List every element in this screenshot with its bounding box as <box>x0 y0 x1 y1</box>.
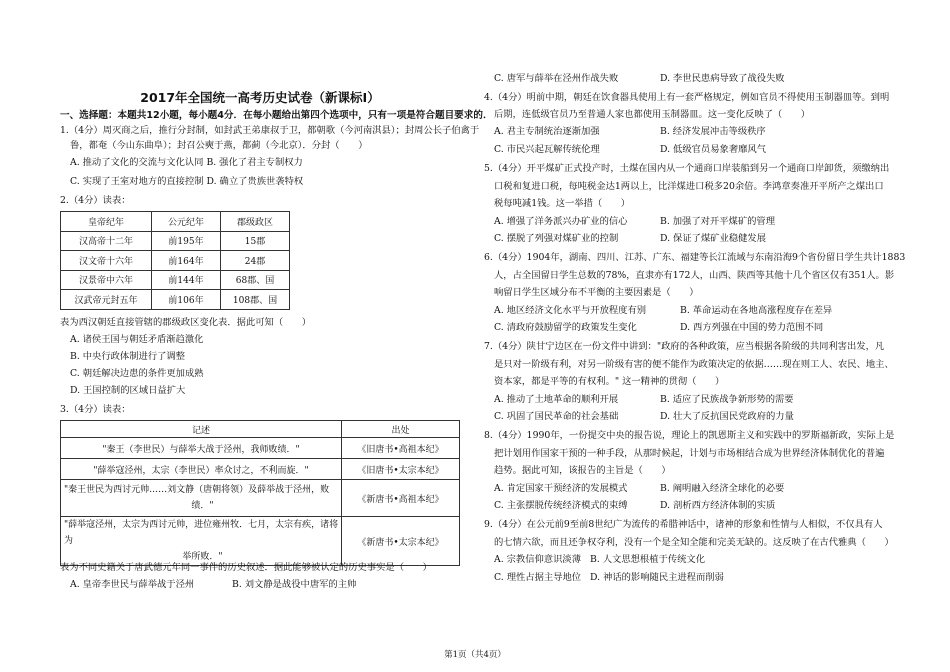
table-row <box>61 231 290 251</box>
page-footer: 第1页（共4页） <box>444 650 506 660</box>
table-cell: 《旧唐书•太宗本纪》 <box>342 459 460 480</box>
q2-option-d: D. 王国控制的区域日益扩大 <box>70 385 186 396</box>
q2-option-c: C. 朝廷解决边患的条件更加成熟 <box>70 368 204 379</box>
q8-line-2: 把计划用作国家干预的一种手段，从那时候起，计划与市场相结合成为世界经济体制优化的普遍 <box>494 448 885 459</box>
table-cell: 前106年 <box>152 290 221 310</box>
q7-option-d: D. 壮大了反抗国民党政府的力量 <box>660 411 794 422</box>
table-cell: 108郡、国 <box>221 290 290 310</box>
table-cell: "秦王（李世民）与薛举大战于泾州，我师败绩．" <box>61 438 342 459</box>
table-cell: 前195年 <box>152 231 221 251</box>
q3-option-b: B. 刘文静是战役中唐军的主帅 <box>232 579 357 590</box>
q5-line-3: 税每吨减1钱。这一举措（ ） <box>494 198 631 209</box>
table-header-row <box>61 212 290 232</box>
q2-table <box>60 211 290 310</box>
page-title: 2017年全国统一高考历史试卷（新课标Ⅰ） <box>140 90 380 105</box>
q5-option-c: C. 摆脱了列强对煤矿业的控制 <box>494 233 619 244</box>
q4-option-c: C. 市民兴起瓦解传统伦理 <box>494 144 600 155</box>
section-heading: 一、选择题：本题共12小题，每小题4分．在每小题给出第四个选项中，只有一项是符合题目要求的． <box>60 110 493 121</box>
q5-option-d: D. 保证了煤矿业稳健发展 <box>660 233 767 244</box>
q6-option-a: A. 地区经济文化水平与开放程度有别 <box>494 305 647 316</box>
table-cell <box>61 517 342 566</box>
table-cell: 汉武帝元封五年 <box>61 290 152 310</box>
q4-line-2: 后期，连低级官员乃至普通人家也都使用玉制器皿。这一变化反映了（ ） <box>494 109 811 120</box>
q2-head: 2.（4分）读表： <box>60 195 131 206</box>
q8-option-c: C. 主张摆脱传统经济模式的束缚 <box>494 500 628 511</box>
q8-line-1: 8.（4分）1990年，一份提交中央的报告说，理论上的凯恩斯主义和实践中的罗斯福新政，实际上是 <box>484 430 895 441</box>
cell-text: "秦王世民为西讨元帅……刘文静（唐朝将领）及薛举战于泾州，败 <box>64 485 330 495</box>
q9-option-a: A. 宗教信仰意识淡薄 <box>494 554 581 565</box>
q1-line-2: 鲁，都奄（今山东曲阜）；封召公奭于燕，都蓟（今北京）．分封（ ） <box>70 140 368 151</box>
table-header-row <box>61 421 460 438</box>
q9-line-1: 9.（4分）在公元前9至前8世纪广为流传的希腊神话中，诸神的形象和性情与人相似，不仅具有人 <box>484 519 883 530</box>
table-cell: 前144年 <box>152 270 221 290</box>
table-header-cell: 皇帝纪年 <box>61 212 152 232</box>
table-header-cell: 公元纪年 <box>152 212 221 232</box>
q6-option-d: D. 西方列强在中国的势力范围不同 <box>680 322 824 333</box>
table-row <box>61 270 290 290</box>
q6-line-2: 人，占全国留日学生总数的78%，直隶亦有172人，山西、陕西等其他十几个省区仅有351人。影 <box>494 270 895 281</box>
table-cell: 前164年 <box>152 251 221 271</box>
q1-option-cd: C. 实现了王室对地方的直接控制 D. 确立了贵族世袭特权 <box>70 176 304 187</box>
q4-option-d: D. 低级官员易象奢靡风气 <box>660 144 767 155</box>
q3-stem: 表为不同史籍关于唐武德元年同一事件的历史叙述．据此能够被认定的历史事实是（ ） <box>60 562 432 573</box>
table-cell: 《旧唐书•高祖本纪》 <box>342 438 460 459</box>
cell-text: 绩．" <box>191 501 214 511</box>
q6-option-b: B. 革命运动在各地高涨程度存在差异 <box>680 305 833 316</box>
table-cell: 68郡、国 <box>221 270 290 290</box>
q9-option-b: B. 人文思想根植于传统文化 <box>590 554 706 565</box>
table-row <box>61 480 460 517</box>
table-cell: 《新唐书•高祖本纪》 <box>342 480 460 517</box>
q7-option-c: C. 巩固了国民革命的社会基础 <box>494 411 619 422</box>
q8-option-a: A. 肯定国家干预经济的发展模式 <box>494 483 628 494</box>
table-cell: "薛举寇泾州，太宗（李世民）率众讨之，不利而旋．" <box>61 459 342 480</box>
q5-option-a: A. 增强了洋务派兴办矿业的信心 <box>494 216 628 227</box>
cell-text: 举所败．" <box>182 552 223 562</box>
q9-line-2: 的七情六欲，而且还争权夺利，没有一个是全知全能和完美无缺的。这反映了在古代雅典（ ） <box>494 537 894 548</box>
table-cell: 汉高帝十二年 <box>61 231 152 251</box>
q5-line-1: 5.（4分）开平煤矿正式投产时，土煤在国内从一个通商口岸装船到另一个通商口岸卸货，须缴纳出 <box>484 163 890 174</box>
q2-option-b: B. 中央行政体制进行了调整 <box>70 351 186 362</box>
q3-option-c: C. 唐军与薛举在泾州作战失败 <box>494 73 619 84</box>
q3-option-a: A. 皇帝李世民与薛举战于泾州 <box>70 579 195 590</box>
q4-option-a: A. 君主专制统治逐渐加强 <box>494 126 600 137</box>
q2-stem: 表为西汉朝廷直接管辖的郡级政区变化表．据此可知（ ） <box>60 317 312 328</box>
q4-line-1: 4.（4分）明前中期，朝廷在饮食器具使用上有一套严格规定，例如官员不得使用玉制器皿等。到明 <box>484 92 890 103</box>
table-cell: 《新唐书•太宗本纪》 <box>342 517 460 566</box>
table-row <box>61 459 460 480</box>
q3-option-d: D. 李世民患病导致了战役失败 <box>660 73 785 84</box>
table-cell: 24郡 <box>221 251 290 271</box>
table-header-cell: 郡级政区 <box>221 212 290 232</box>
q1-line-1: 1.（4分）周灭商之后，推行分封制，如封武王弟康叔于卫，都朝歌（今河南淇县）；封周公长子伯禽于 <box>60 125 480 136</box>
q4-option-b: B. 经济发展冲击等级秩序 <box>660 126 766 137</box>
table-cell <box>61 480 342 517</box>
q6-option-c: C. 清政府鼓励留学的政策发生变化 <box>494 322 637 333</box>
q2-option-a: A. 诸侯王国与朝廷矛盾渐趋激化 <box>70 334 204 345</box>
table-cell: 汉景帝中六年 <box>61 270 152 290</box>
q3-table <box>60 420 460 566</box>
table-row <box>61 251 290 271</box>
table-header-cell: 记述 <box>61 421 342 438</box>
q7-line-2: 是只对一阶级有利，对另一阶级有害的便不能作为政策决定的依据……现在则工人、农民、地主、 <box>494 359 894 370</box>
q1-option-ab: A. 推动了文化的交流与文化认同 B. 强化了君主专制权力 <box>70 157 303 168</box>
table-cell: 15郡 <box>221 231 290 251</box>
table-cell: 汉文帝十六年 <box>61 251 152 271</box>
table-row <box>61 517 460 566</box>
table-row <box>61 290 290 310</box>
q3-head: 3.（4分）读表： <box>60 404 131 415</box>
q7-option-a: A. 推动了土地革命的顺利开展 <box>494 394 619 405</box>
q8-option-b: B. 阐明融入经济全球化的必要 <box>660 483 785 494</box>
q8-option-d: D. 剖析西方经济体制的实质 <box>660 500 776 511</box>
q6-line-1: 6.（4分）1904年，湖南、四川、江苏、广东、福建等长江流域与东南沿海9个省份留日学生共计1883 <box>484 252 906 263</box>
q7-line-1: 7.（4分）陕甘宁边区在一份文件中讲到："政府的各种政策，应当根据各阶级的共同利害出发，凡 <box>484 341 885 352</box>
table-header-cell: 出处 <box>342 421 460 438</box>
cell-text: "薛举寇泾州，太宗为西讨元帅，进位雍州牧．七月，太宗有疾，诸将为 <box>64 520 339 546</box>
q7-line-3: 资本家，都是平等的有权利。" 这一精神的贯彻（ ） <box>494 376 725 387</box>
q9-option-c: C. 理性占据主导地位 <box>494 572 582 583</box>
q5-option-b: B. 加强了对开平煤矿的管理 <box>660 216 776 227</box>
q5-line-2: 口税和复进口税，每吨税金达1两以上，比洋煤进口税多20余倍。李鸿章奏准开平所产之煤出口 <box>494 181 884 192</box>
q6-line-3: 响留日学生区域分布不平衡的主要因素是（ ） <box>494 287 699 298</box>
q8-line-3: 趋势。据此可知，该报告的主旨是（ ） <box>494 465 671 476</box>
q9-option-d: D. 神话的影响随民主进程而削弱 <box>590 572 724 583</box>
q7-option-b: B. 适应了民族战争新形势的需要 <box>660 394 794 405</box>
table-row <box>61 438 460 459</box>
